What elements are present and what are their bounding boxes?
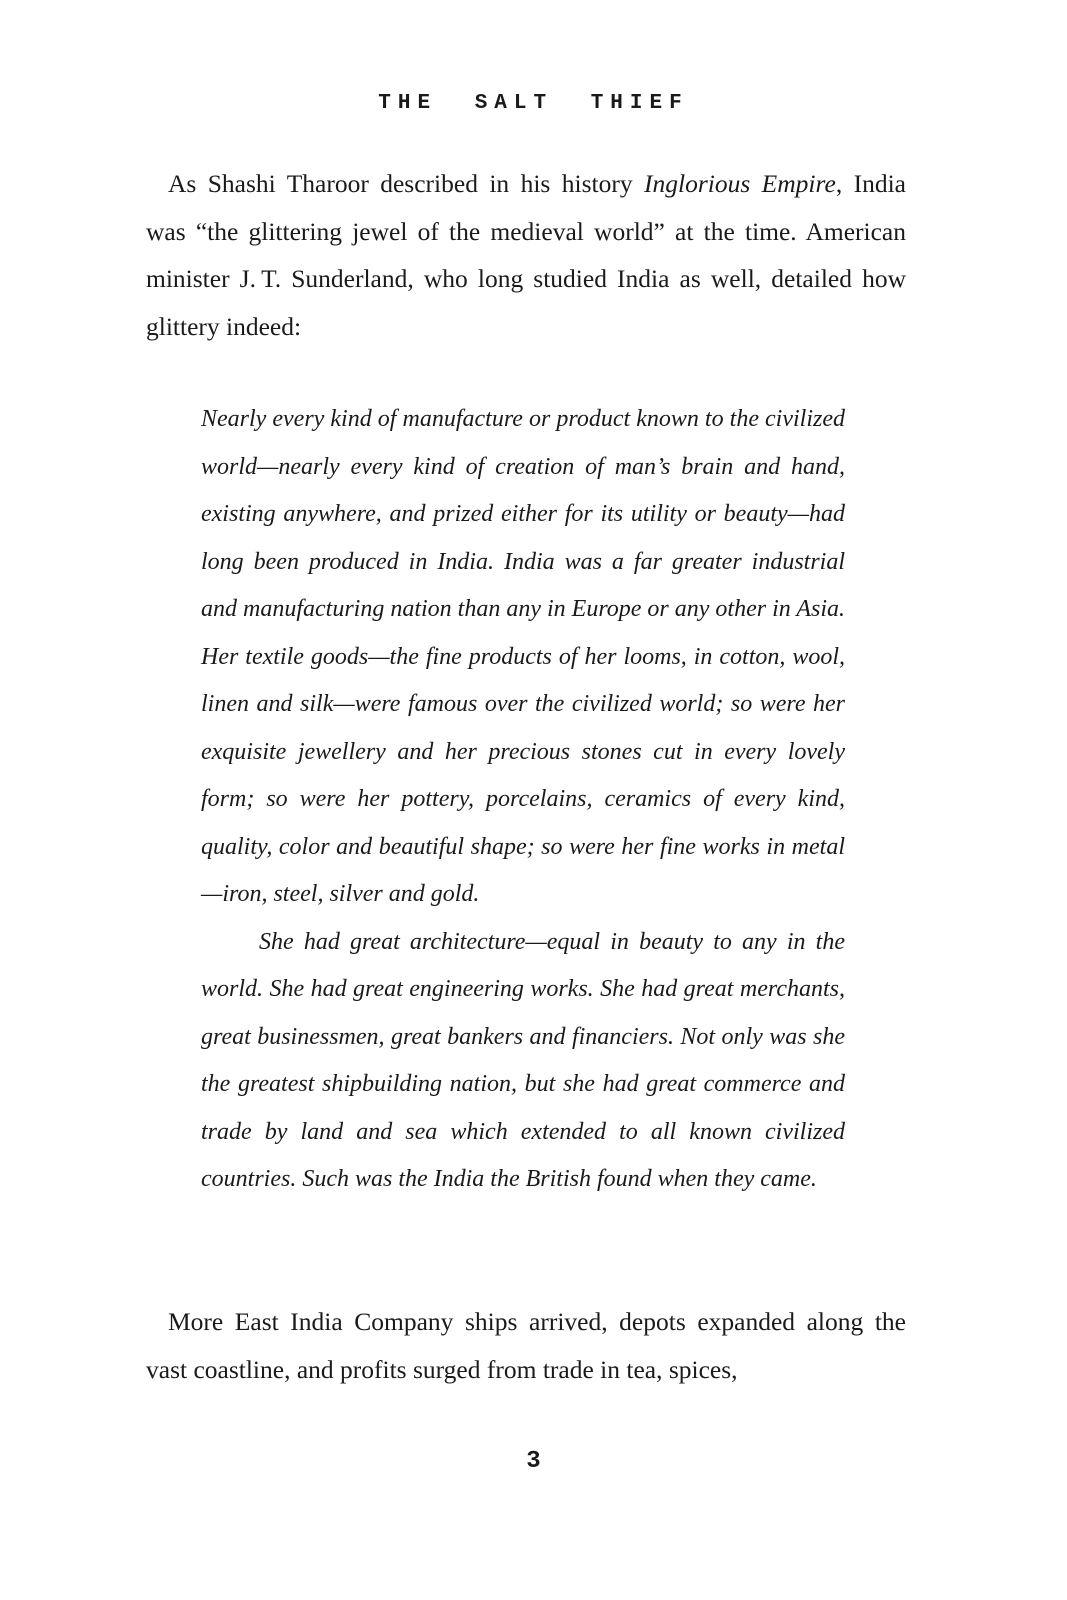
body-paragraph-continued: More East India Company ships arrived, depots expanded along the vast coastline, and profits surged from trade in tea, spices, bbox=[146, 1307, 906, 1384]
block-quote bbox=[201, 396, 845, 1204]
running-head: THE SALT THIEF bbox=[378, 92, 689, 115]
body-paragraph-intro bbox=[146, 160, 906, 350]
intro-text-before-title: As Shashi Tharoor described in his history bbox=[168, 169, 645, 198]
page-number: 3 bbox=[526, 1448, 541, 1475]
quote-paragraph-2: She had great architecture—equal in beauty to any in the world. She had great engineering works. She had great merchants, great businessmen, great bankers and financiers. Not only was she the greatest shipbuilding nation, but she had great commerce and trade by land and sea which extended to all known civilized countries. Such was the India the British found when they came. bbox=[201, 928, 845, 1192]
intro-text-after-title: , India was “the glittering jewel of the medieval world” at the time. American minister J. T. Sunderland, who long studied India as well, detailed how glittery indeed: bbox=[146, 169, 906, 341]
book-title-inglorious-empire: Inglorious Empire bbox=[644, 169, 836, 198]
quote-paragraph-1: Nearly every kind of manufacture or product known to the civilized world—nearly every kind of creation of man’s brain and hand, existing anywhere, and prized either for its utility or beauty—had long been produced in India. India was a far greater industrial and manufacturing nation than any in Europe or any other in Asia. Her textile goods—the fine products of her looms, in cotton, wool, linen and silk—were famous over the civilized world; so were her exquisite jewellery and her precious stones cut in every lovely form; so were her pottery, porcelains, ceramics of every kind, quality, color and beautiful shape; so were her fine works in metal—iron, steel, silver and gold. bbox=[201, 406, 845, 907]
